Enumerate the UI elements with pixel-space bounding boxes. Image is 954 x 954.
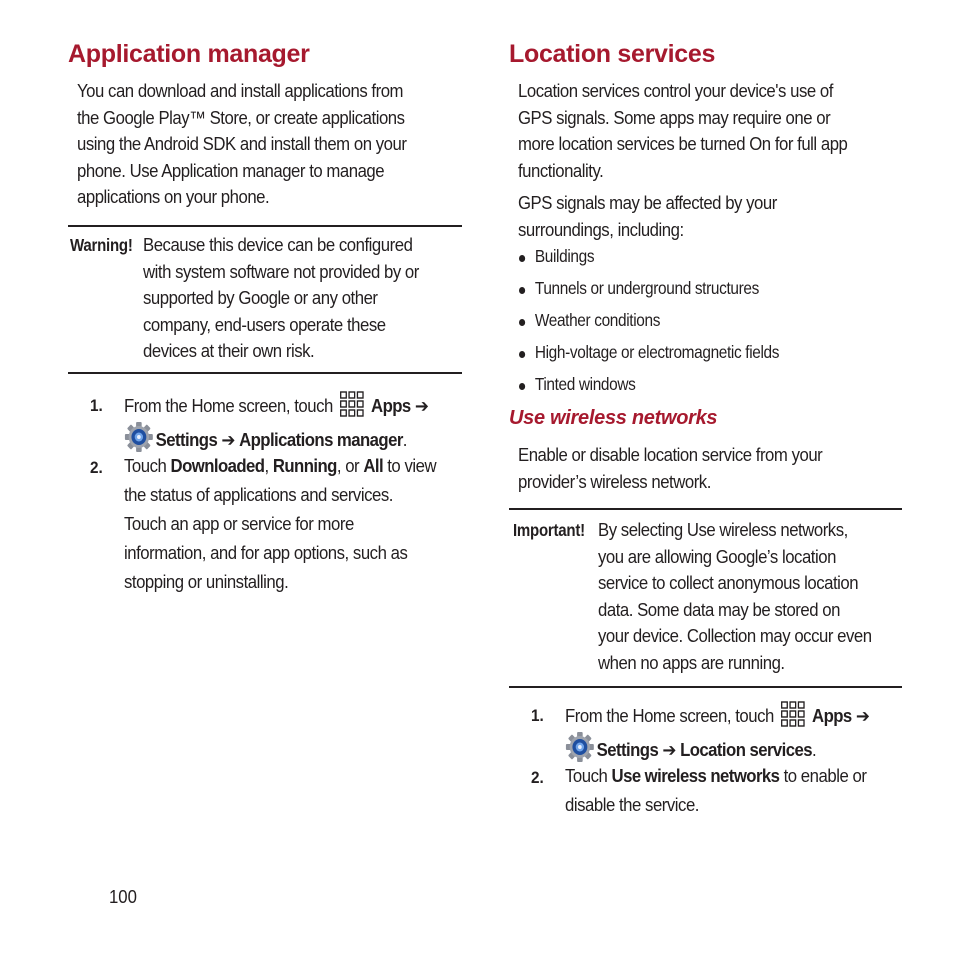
text-line: stopping or uninstalling.	[124, 572, 289, 592]
step-1: From the Home screen, touch Apps ➔ Settings ➔ Applications manager.	[124, 390, 428, 455]
text-line: You can download and install applications from	[77, 81, 404, 101]
text-line: Because this device can be configured	[143, 235, 413, 255]
text-line: surroundings, including:	[518, 219, 684, 240]
intro-paragraph	[518, 78, 847, 184]
text-line: disable the service.	[565, 795, 700, 815]
text-line: functionality.	[518, 160, 604, 181]
step-1: From the Home screen, touch Apps ➔ Settings ➔ Location services.	[565, 700, 869, 765]
settings-gear-icon	[565, 731, 595, 763]
text-line: service to collect anonymous location	[598, 573, 859, 593]
step-number: 2.	[90, 458, 103, 477]
text-line: Location services control your device's use of	[518, 81, 833, 101]
text-line: company, end-users operate these	[143, 314, 386, 335]
text-line: you are allowing Google’s location	[598, 546, 836, 567]
text-line: supported by Google or any other	[143, 288, 378, 308]
text-line: more location services be turned On for full app	[518, 134, 848, 154]
list-item: Tinted windows	[519, 374, 779, 406]
text-line: Touch an app or service for more	[124, 514, 354, 534]
list-item: High-voltage or electromagnetic fields	[519, 342, 779, 374]
settings-gear-icon	[124, 421, 154, 453]
step-2: Touch Use wireless networks to enable or disable the service.	[565, 762, 866, 820]
step-2: Touch Downloaded, Running, or All to view the status of applications and services. Touch an app or service for more information, and for app options, such as stopping or uninstalling.	[124, 452, 436, 597]
text-line: GPS signals may be affected by your	[518, 193, 777, 213]
section-title-location-services: Location services	[509, 40, 716, 68]
page-number: 100	[109, 887, 137, 907]
text-line: GPS signals. Some apps may require one or	[518, 107, 831, 128]
intro-paragraph	[77, 78, 406, 211]
subsection-title: Use wireless networks	[509, 407, 718, 429]
warning-label: Warning!	[70, 235, 133, 255]
warning-text	[143, 232, 419, 365]
text-line: the status of applications and services.	[124, 485, 393, 505]
text-line: when no apps are running.	[598, 652, 785, 673]
text-line: information, and for app options, such as	[124, 543, 408, 563]
step-number: 1.	[531, 706, 544, 725]
warning-note	[68, 225, 462, 374]
text-line: using the Android SDK and install them on your	[77, 134, 407, 154]
apps-grid-icon	[339, 390, 365, 418]
text-line: applications on your phone.	[77, 187, 270, 207]
list-item: Buildings	[519, 246, 779, 278]
important-note	[509, 508, 902, 688]
list-item: Weather conditions	[519, 310, 779, 342]
important-text	[598, 517, 872, 676]
section-title-application-manager: Application manager	[68, 40, 310, 68]
text-line: By selecting Use wireless networks,	[598, 520, 848, 540]
text-line: Enable or disable location service from your	[518, 445, 823, 465]
wireless-paragraph	[518, 442, 822, 495]
text-line: your device. Collection may occur even	[598, 626, 872, 646]
text-line: the Google Play™ Store, or create applications	[77, 107, 405, 128]
gps-paragraph	[518, 190, 777, 243]
step-number: 1.	[90, 396, 103, 415]
text-line: provider’s wireless network.	[518, 471, 711, 492]
step-number: 2.	[531, 768, 544, 787]
text-line: devices at their own risk.	[143, 341, 315, 361]
apps-grid-icon	[780, 700, 806, 728]
text-line: data. Some data may be stored on	[598, 599, 840, 620]
bullet-list	[519, 246, 815, 406]
list-item: Tunnels or underground structures	[519, 278, 779, 310]
text-line: phone. Use Application manager to manage	[77, 160, 385, 181]
text-line: with system software not provided by or	[143, 261, 419, 282]
important-label: Important!	[513, 520, 585, 540]
